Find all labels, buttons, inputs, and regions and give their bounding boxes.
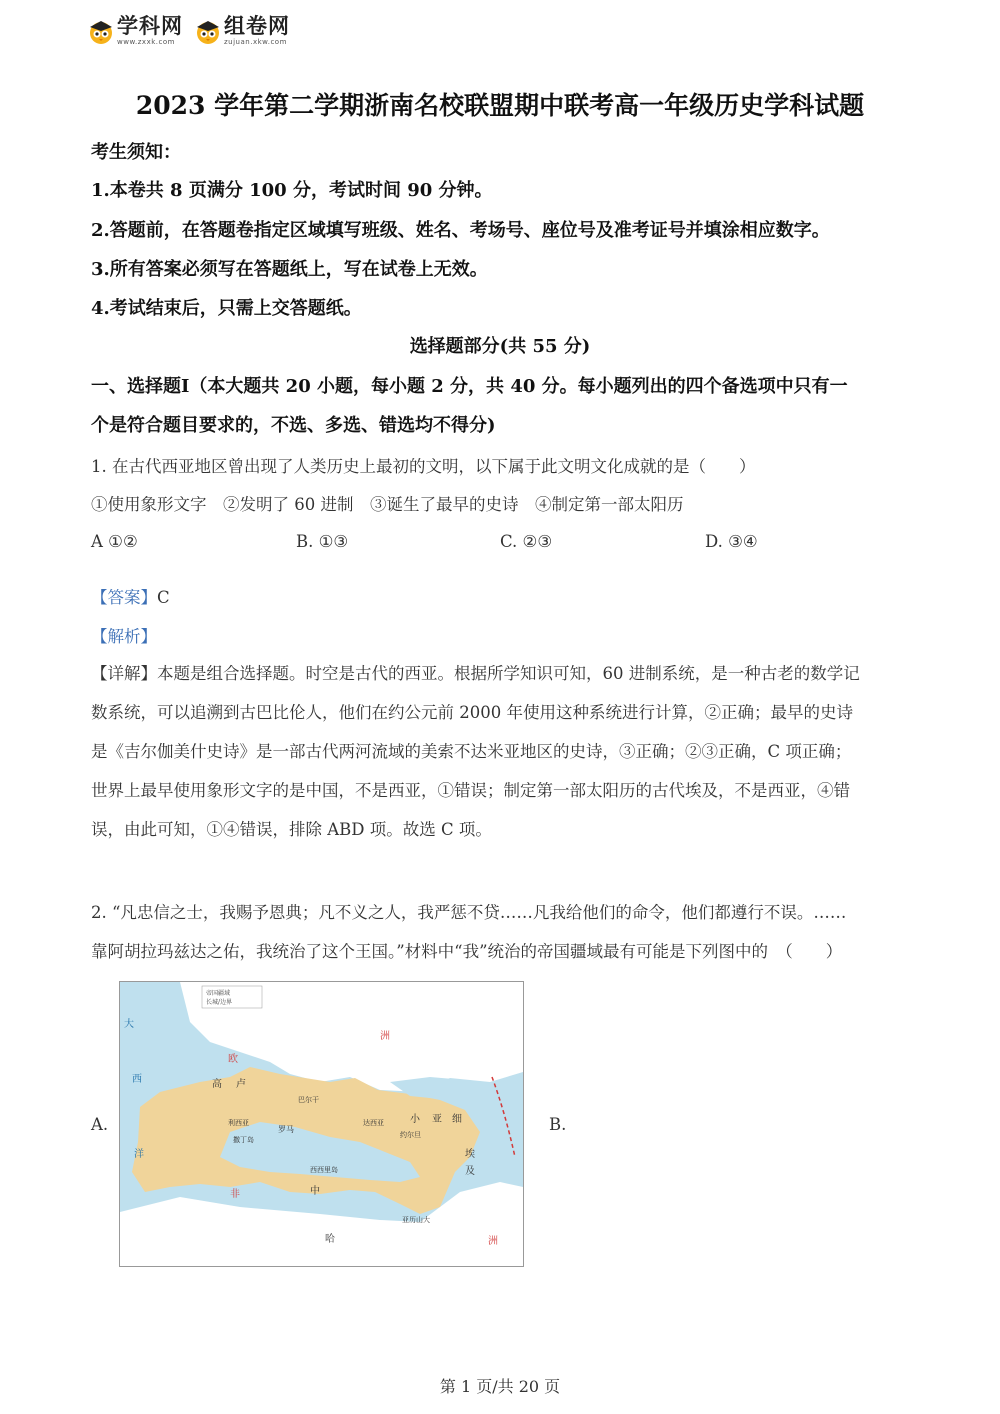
header-logos — [88, 16, 290, 46]
q1-option-c: C. ②③ — [500, 532, 553, 551]
map-label: 及 — [465, 1166, 475, 1177]
map-label: 洋 — [134, 1149, 144, 1160]
notice-item: 2.答题前，在答题卷指定区域填写班级、姓名、考场号、座位号及准考证号并填涂相应数字。 — [91, 220, 830, 241]
owl-icon — [195, 18, 221, 44]
q1-answer-row — [91, 584, 170, 608]
map-label: 小 — [410, 1114, 420, 1125]
map-label: 撒丁岛 — [233, 1136, 254, 1144]
q2-stem-line2: 靠阿胡拉玛兹达之佑，我统治了这个王国。”材料中“我”统治的帝国疆域最有可能是下列图中的 （ ） — [91, 942, 843, 961]
page-title: 2023 学年第二学期浙南名校联盟期中联考高一年级历史学科试题 — [135, 91, 865, 120]
map-label: 洲 — [488, 1236, 498, 1247]
map-label: 亚历山大 — [402, 1216, 430, 1224]
q1-stem: 1. 在古代西亚地区曾出现了人类历史上最初的文明，以下属于此文明文化成就的是（ ） — [91, 457, 756, 476]
map-label: 西西里岛 — [310, 1166, 338, 1174]
part-heading-line1: 一、选择题Ⅰ（本大题共 20 小题，每小题 2 分，共 40 分。每小题列出的四个备选项中只有一 — [91, 376, 848, 397]
map-label: 罗马 — [278, 1125, 294, 1134]
detail-text: 本题是组合选择题。时空是古代的西亚。根据所学知识可知，60 进制系统，是一种古老的数学记 — [157, 664, 860, 683]
map-label: 巴尔干 — [298, 1096, 319, 1104]
q2-stem-line1: 2. “凡忠信之士，我赐予恩典；凡不义之人，我严惩不贷……凡我给他们的命令，他们都遵行不误。…… — [91, 903, 847, 922]
map-label: 利西亚 — [228, 1119, 249, 1127]
legend-item: 长城/边界 — [206, 999, 233, 1006]
part-heading-line2: 个是符合题目要求的，不选、多选、错选均不得分) — [91, 415, 496, 436]
map-label: 中 — [310, 1186, 320, 1197]
detail-line: 误，由此可知，①④错误，排除 ABD 项。故选 C 项。 — [91, 820, 492, 839]
q1-option-b: B. ①③ — [296, 532, 349, 551]
logo-url: www.zxxk.com — [117, 38, 175, 46]
map-label: 埃 — [465, 1149, 475, 1160]
map-label: 卢 — [236, 1079, 246, 1090]
owl-icon — [88, 18, 114, 44]
map-label: 亚 — [432, 1114, 442, 1125]
detail-line — [91, 654, 921, 693]
detail-line: 是《吉尔伽美什史诗》是一部古代两河流域的美索不达米亚地区的史诗，③正确；②③正确，C 项正确； — [91, 742, 852, 761]
map-label: 约尔旦 — [400, 1131, 421, 1139]
map-svg — [120, 982, 523, 1266]
logo-name: 学科网 — [117, 14, 183, 38]
answer-tag: 【答案】 — [91, 588, 157, 607]
legend-item: 帝国疆域 — [206, 990, 231, 997]
zujuanwang-logo[interactable] — [195, 16, 290, 46]
notice-item: 3.所有答案必须写在答题纸上，写在试卷上无效。 — [91, 259, 488, 280]
section-title: 选择题部分(共 55 分) — [409, 336, 591, 357]
xuekewang-logo[interactable] — [88, 16, 183, 46]
map-label: 西 — [132, 1074, 142, 1085]
map-label: 哈 — [325, 1234, 335, 1245]
map-label: 细 — [452, 1114, 462, 1125]
analysis-tag: 【解析】 — [91, 627, 157, 646]
roman-empire-map — [119, 981, 524, 1267]
logo-name: 组卷网 — [224, 14, 290, 38]
q1-option-d: D. ③④ — [705, 532, 758, 551]
notice-item: 4.考试结束后，只需上交答题纸。 — [91, 298, 362, 319]
detail-line: 世界上最早使用象形文字的是中国，不是西亚，①错误；制定第一部太阳历的古代埃及，不是西亚，④错 — [91, 781, 850, 800]
detail-line: 数系统，可以追溯到古巴比伦人，他们在约公元前 2000 年使用这种系统进行计算，②正确；最早的史诗 — [91, 703, 853, 722]
map-label: 非 — [230, 1189, 240, 1200]
map-label: 大 — [124, 1019, 134, 1030]
map-label: 高 — [212, 1079, 222, 1090]
notice-item: 1.本卷共 8 页满分 100 分，考试时间 90 分钟。 — [91, 180, 493, 201]
q1-detail — [91, 654, 921, 849]
detail-tag: 【详解】 — [91, 664, 157, 683]
map-label: 达西亚 — [363, 1119, 384, 1127]
page-number: 第 1 页/共 20 页 — [439, 1377, 561, 1396]
answer-value: C — [157, 588, 170, 607]
q1-option-a: A ①② — [91, 532, 138, 551]
q2-option-b-label: B. — [549, 1115, 567, 1134]
logo-url: zujuan.xkw.com — [224, 38, 287, 46]
notice-heading: 考生须知： — [91, 142, 181, 163]
map-label: 欧 — [228, 1054, 238, 1065]
map-label: 洲 — [380, 1031, 390, 1042]
q2-option-a-label: A. — [91, 1115, 109, 1134]
q1-statements: ①使用象形文字 ②发明了 60 进制 ③诞生了最早的史诗 ④制定第一部太阳历 — [91, 495, 684, 514]
